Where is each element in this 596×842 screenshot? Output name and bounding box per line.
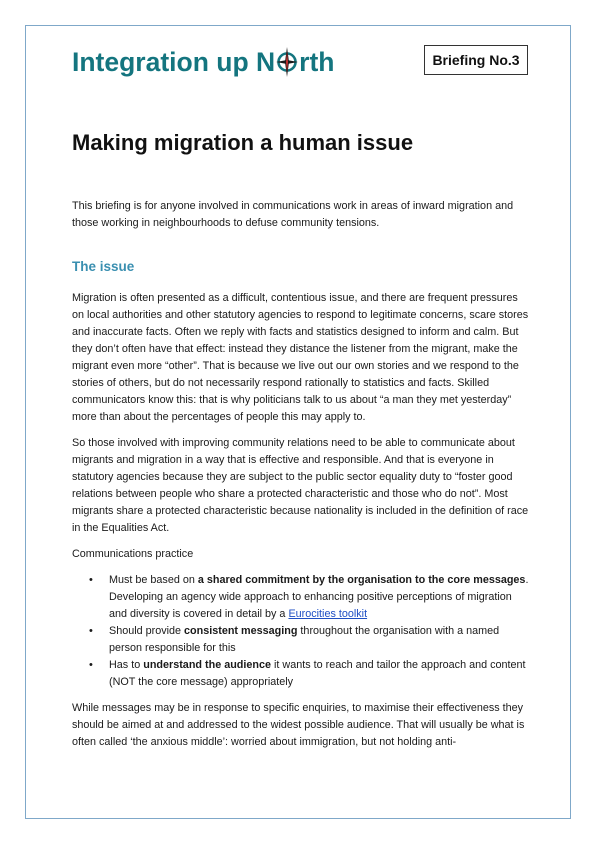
bullet-text: Has to (109, 659, 144, 671)
logo-text-start: Integration up N (72, 47, 276, 77)
communications-practice-list (72, 572, 532, 691)
bullet-text: . Developing an agency wide approach to enhancing positive perceptions of migration and diversity is covered in detail by a (109, 574, 529, 620)
bullet-bold-text: consistent messaging (184, 625, 298, 637)
bullet-text: throughout the organisation with a named person responsible for this (109, 625, 500, 654)
compass-rose-icon (276, 47, 298, 77)
eurocities-toolkit-link[interactable]: Eurocities toolkit (288, 608, 368, 620)
issue-paragraph-1: Migration is often presented as a difficult, contentious issue, and there are frequent pressures on local authorities and other statutory agencies to respond to legitimate concerns, scare stores and inaccurate facts. Often we reply with facts and statistics designed to inform and calm. But they don’t often have that effect: instead they distance the listener from the migrant, make the migrant even more “other”. That is because we live out our own stories and we respond to the stories of others, but do not necessarily respond rationally to statistics and facts. Skilled communicators know this: that is why politicians talk to us about “a man they met yesterday” more than about the percentages of people this may apply to. (72, 292, 529, 423)
intro-paragraph: This briefing is for anyone involved in communications work in areas of inward migration and those working in neighbourhoods to defuse community tensions. (72, 200, 514, 229)
section-heading-issue: The issue (72, 259, 135, 274)
list-item (109, 623, 532, 657)
bullet-bold-text: a shared commitment by the organisation to the core messages (197, 574, 526, 586)
page-title: Making migration a human issue (72, 130, 414, 155)
issue-paragraph-2: So those involved with improving community relations need to be able to communicate about migrants and migration in a way that is effective and responsible. And that is everyone in statutory agencies because they are subject to the public sector equality duty to “foster good relations between people who share a protected characteristic and those who do not”. Most migrants share a protected characteristic because nationality is included in the definition of race in the Equalities Act. (72, 437, 529, 534)
bullet-text: Should provide (109, 625, 185, 637)
document-body (72, 198, 532, 760)
bullet-bold-text: understand the audience (143, 659, 272, 671)
bullet-text: Must be based on (109, 574, 198, 586)
briefing-number-badge: Briefing No.3 (424, 45, 528, 75)
organisation-logo (72, 44, 334, 80)
bullet-text: it wants to reach and tailor the approach and content (NOT the core message) appropriately (109, 659, 526, 688)
list-item (109, 572, 532, 623)
logo-text-end: rth (299, 47, 335, 77)
list-item (109, 657, 532, 691)
communications-practice-label: Communications practice (72, 548, 194, 560)
closing-paragraph: While messages may be in response to specific enquiries, to maximise their effectiveness they should be aimed at and addressed to the widest possible audience. That will usually be what is often called ‘the anxious middle’: worried about immigration, but not holding anti- (72, 702, 525, 748)
